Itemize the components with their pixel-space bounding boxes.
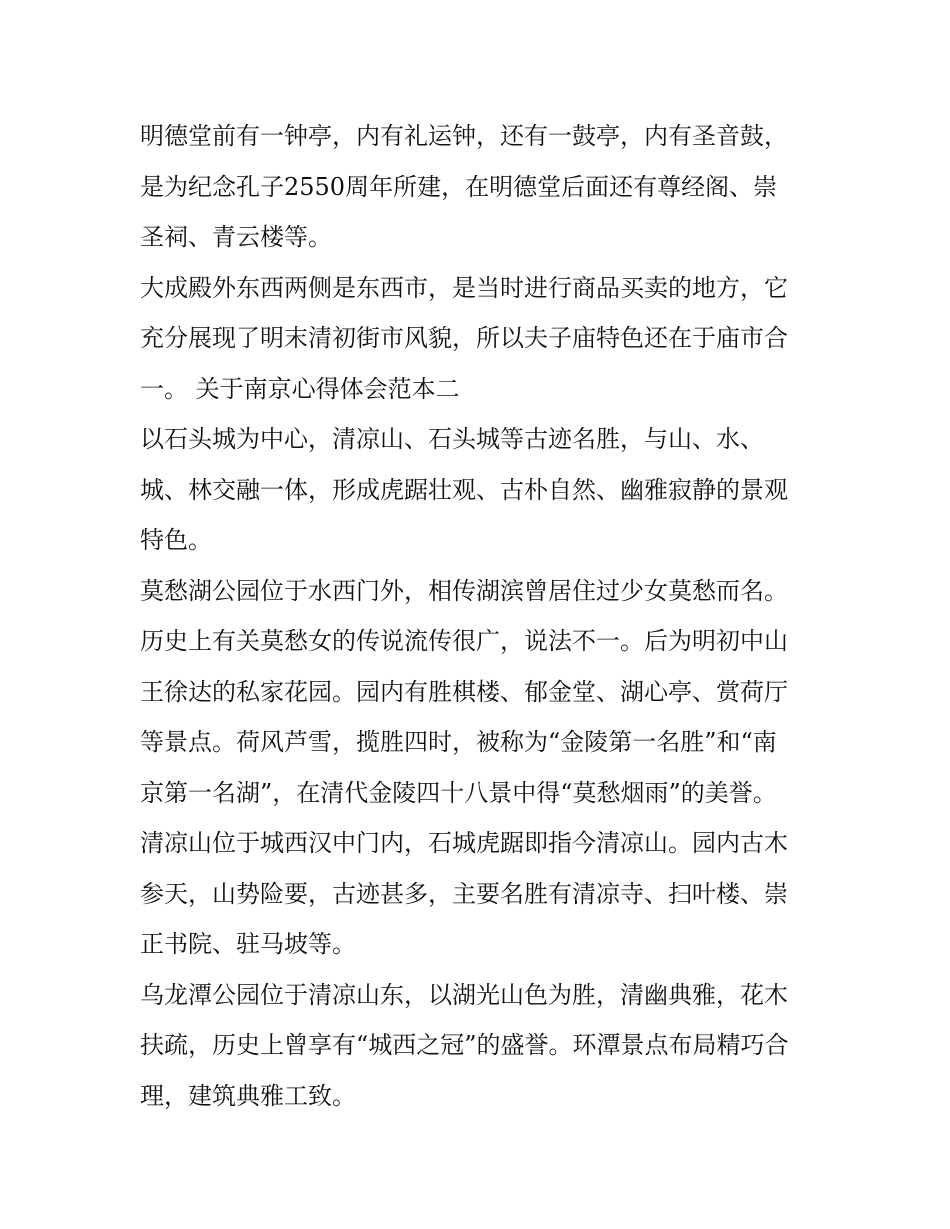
text-line: 清凉山位于城西汉中门内，石城虎踞即指今清凉山。园内古木 [140, 829, 788, 857]
text-line: 京第一名湖”，在清代金陵四十八景中得“莫愁烟雨”的美誉。 [140, 778, 777, 807]
paragraph-confucius-temple-pavilions [140, 111, 812, 263]
text-line: 历史上有关莫愁女的传说流传很广，说法不一。后为明初中山 [140, 627, 788, 655]
text-line: 正书院、驻马坡等。 [140, 930, 356, 958]
text-line: 以石头城为中心，清凉山、石头城等古迹名胜，与山、水、 [140, 425, 764, 453]
text-line: 是为纪念孔子2550周年所建，在明德堂后面还有尊经阁、崇 [140, 172, 778, 201]
text-line: 王徐达的私家花园。园内有胜棋楼、郁金堂、湖心亭、赏荷厅 [140, 677, 788, 706]
text-line: 圣祠、青云楼等。 [140, 223, 332, 251]
text-line: 大成殿外东西两侧是东西市，是当时进行商品买卖的地方，它 [140, 273, 788, 302]
paragraph-wulong-pond [140, 970, 812, 1122]
text-line: 乌龙潭公园位于清凉山东，以湖光山色为胜，清幽典雅，花木 [140, 980, 788, 1009]
text-line: 参天，山势险要，古迹甚多，主要名胜有清凉寺、扫叶楼、崇 [140, 879, 788, 908]
document-body [140, 111, 812, 1121]
text-line: 充分展现了明末清初街市风貌，所以夫子庙特色还在于庙市合 [140, 324, 788, 352]
paragraph-stone-city [140, 414, 812, 566]
text-line: 扶疏，历史上曾享有“城西之冠”的盛誉。环潭景点布局精巧合 [140, 1031, 789, 1059]
text-line: 一。 关于南京心得体会范本二 [140, 374, 460, 403]
paragraph-mochou-lake [140, 566, 812, 819]
text-line: 特色。 [140, 526, 212, 554]
text-line: 明德堂前有一钟亭，内有礼运钟，还有一鼓亭，内有圣音鼓， [140, 122, 788, 150]
text-line: 莫愁湖公园位于水西门外，相传湖滨曾居住过少女莫愁而名。 [140, 576, 788, 605]
text-line: 理，建筑典雅工致。 [140, 1081, 356, 1110]
paragraph-qingliang-mountain [140, 818, 812, 970]
text-line: 等景点。荷风芦雪，揽胜四时，被称为“金陵第一名胜”和“南 [140, 728, 777, 756]
paragraph-east-west-market [140, 263, 812, 415]
text-line: 城、林交融一体，形成虎踞壮观、古朴自然、幽雅寂静的景观 [140, 475, 788, 504]
